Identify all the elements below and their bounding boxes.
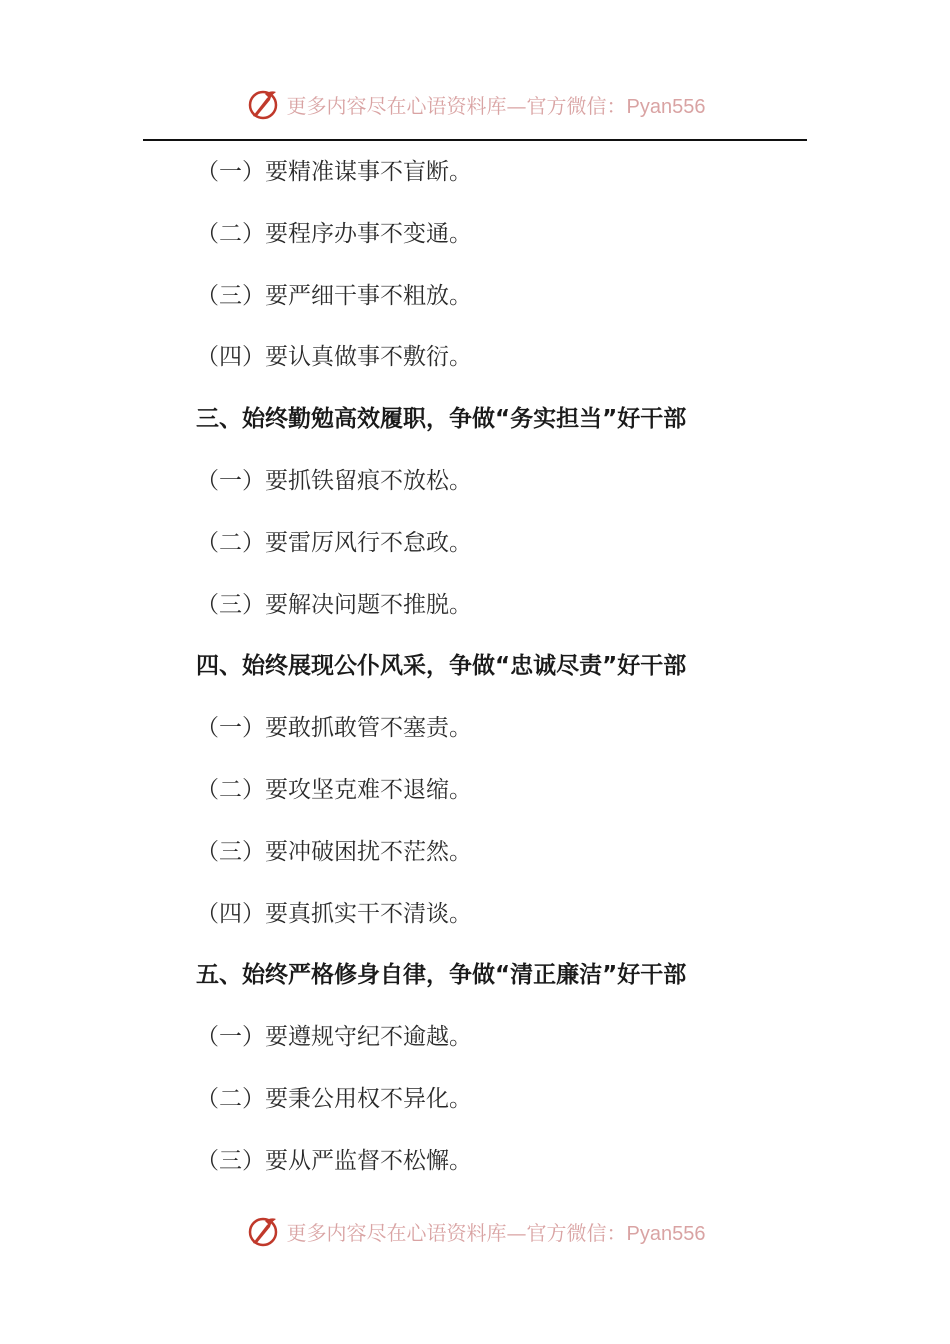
list-item: （一）要遵规守纪不逾越。	[196, 1024, 472, 1051]
footer-banner	[0, 1211, 950, 1251]
list-item: （四）要认真做事不敷衍。	[196, 344, 472, 371]
list-item: （三）要解决问题不推脱。	[196, 591, 472, 618]
list-item: （三）要从严监督不松懈。	[196, 1147, 472, 1174]
section-heading: 四、始终展现公仆风采，争做“忠诚尽责”好干部	[196, 653, 687, 680]
header-banner-text: 更多内容尽在心语资料库—官方微信：Pyan556	[286, 93, 706, 118]
pen-logo-icon	[245, 1213, 281, 1249]
pen-logo-icon	[245, 86, 281, 122]
list-item: （三）要严细干事不粗放。	[196, 282, 472, 309]
list-item: （二）要秉公用权不异化。	[196, 1085, 472, 1112]
section-heading: 三、始终勤勉高效履职，争做“务实担当”好干部	[196, 406, 687, 433]
document-body	[196, 150, 816, 1201]
list-item: （一）要敢抓敢管不塞责。	[196, 715, 472, 742]
list-item: （三）要冲破困扰不茫然。	[196, 838, 472, 865]
header-banner	[0, 84, 950, 124]
footer-banner-text: 更多内容尽在心语资料库—官方微信：Pyan556	[286, 1220, 706, 1245]
list-item: （二）要程序办事不变通。	[196, 220, 472, 247]
list-item: （二）要攻坚克难不退缩。	[196, 776, 472, 803]
section-heading: 五、始终严格修身自律，争做“清正廉洁”好干部	[196, 962, 687, 989]
header-divider	[143, 139, 807, 141]
list-item: （四）要真抓实干不清谈。	[196, 900, 472, 927]
list-item: （二）要雷厉风行不怠政。	[196, 529, 472, 556]
list-item: （一）要精准谋事不盲断。	[196, 159, 472, 185]
list-item: （一）要抓铁留痕不放松。	[196, 467, 472, 494]
